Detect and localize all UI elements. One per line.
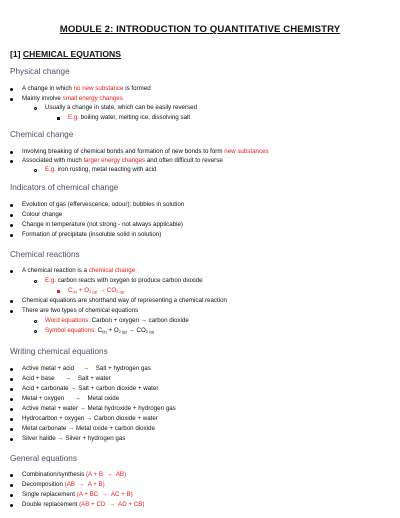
bullet-icon	[10, 428, 13, 431]
list-item	[22, 416, 158, 422]
list-item	[45, 318, 189, 324]
equation: $C_{(s)} + O_{2 (g)} \to CO_{2 (g)}$	[95, 327, 155, 334]
highlight-text: new substances	[224, 148, 269, 155]
bullet-icon	[10, 310, 13, 313]
text: Single replacement	[22, 491, 77, 498]
highlight-text: chemical change	[88, 267, 136, 274]
list-item	[22, 492, 133, 498]
list-item	[22, 482, 105, 488]
highlight-text: small energy changes	[62, 95, 123, 102]
writing-heading: Writing chemical equations	[10, 347, 108, 356]
highlight-text: no new substance	[73, 85, 124, 92]
list-item	[22, 268, 135, 274]
list-item	[45, 278, 203, 284]
equation: (AB → A + B)	[64, 481, 105, 488]
bullet-icon	[10, 398, 13, 401]
list-item	[22, 298, 227, 304]
list-item	[22, 502, 144, 508]
indicators-heading: Indicators of chemical change	[10, 183, 119, 192]
list-item	[22, 202, 184, 208]
bullet-icon	[10, 484, 13, 487]
bullet-icon	[10, 270, 13, 273]
circle-bullet-icon	[34, 330, 37, 333]
text: Metal + oxygen → Metal oxide	[22, 395, 120, 402]
highlight-text: E.g.	[45, 277, 57, 284]
text: Decomposition	[22, 481, 65, 488]
text: Associated with much	[22, 157, 84, 164]
text: Hydrocarbon + oxygen → Carbon dioxide + water	[22, 415, 158, 422]
equation-item	[68, 288, 124, 294]
list-item	[22, 472, 126, 478]
text: Carbon + oxygen → carbon dioxide	[89, 317, 189, 324]
text: Change in temperature (not strong - not always applicable)	[22, 221, 183, 228]
square-bullet-icon	[57, 290, 60, 293]
bullet-icon	[10, 438, 13, 441]
text: Chemical equations are shorthand way of representing a chemical reaction	[22, 297, 227, 304]
circle-bullet-icon	[34, 107, 37, 110]
text: iron rusting, metal reacting with acid	[56, 166, 157, 173]
equation: (A + B → AB)	[85, 471, 127, 478]
bullet-icon	[10, 504, 13, 507]
list-item	[22, 396, 119, 402]
bullet-icon	[10, 378, 13, 381]
bullet-icon	[10, 234, 13, 237]
text: Involving breaking of chemical bonds and formation of new bonds to form	[22, 148, 225, 155]
section-heading	[10, 50, 121, 59]
list-item	[22, 232, 161, 238]
bullet-icon	[10, 88, 13, 91]
text: Double replacement	[22, 501, 80, 508]
list-item	[22, 386, 158, 392]
bullet-icon	[10, 408, 13, 411]
bullet-icon	[10, 418, 13, 421]
bullet-icon	[10, 224, 13, 227]
bullet-icon	[10, 474, 13, 477]
text: Mainly involve	[22, 95, 63, 102]
list-item	[22, 376, 111, 382]
text: There are two types of chemical equations	[22, 307, 139, 314]
text: Active metal + acid → Salt + hydrogen gas	[22, 365, 151, 372]
text: Colour change	[22, 211, 63, 218]
list-item	[45, 328, 154, 334]
text: Active metal + water → Metal hydroxide + hydrogen gas	[22, 405, 176, 412]
highlight-text: E.g.	[68, 114, 80, 121]
equation: (A + BC → AC + B)	[76, 491, 133, 498]
section-name: CHEMICAL EQUATIONS	[22, 49, 121, 59]
text: Acid + carbonate → Salt + carbon dioxide + water	[22, 385, 159, 392]
list-item	[68, 115, 190, 121]
list-item	[22, 212, 62, 218]
highlight-text: E.g.	[45, 166, 57, 173]
equation: $C_{(s)} + O_{2 (g)} \to CO_{2 (g)}$	[68, 287, 125, 294]
document-title: MODULE 2: INTRODUCTION TO QUANTITATIVE CHEMISTRY	[59, 24, 341, 35]
circle-bullet-icon	[34, 280, 37, 283]
list-item	[22, 366, 151, 372]
bullet-icon	[10, 368, 13, 371]
physical-change-heading: Physical change	[10, 67, 70, 76]
text: Silver halide → Silver + hydrogen gas	[22, 435, 126, 442]
equation: (AB + CD → AD + CB)	[79, 501, 145, 508]
list-item	[22, 86, 151, 92]
list-item	[45, 105, 197, 111]
text: Usually a change in state, which can be easily reversed	[45, 104, 198, 111]
text: A change in which	[22, 85, 74, 92]
text: Metal carbonate → Metal oxide + carbon dioxide	[22, 425, 155, 432]
section-number: [1]	[10, 49, 21, 59]
text: carbon reacts with oxygen to produce carbon dioxide	[56, 277, 203, 284]
bullet-icon	[10, 388, 13, 391]
list-item	[22, 308, 138, 314]
bullet-icon	[10, 214, 13, 217]
general-heading: General equations	[10, 454, 77, 463]
text: Acid + base → Salt + water	[22, 375, 111, 382]
bullet-icon	[10, 204, 13, 207]
list-item	[22, 436, 125, 442]
bullet-icon	[10, 160, 13, 163]
bullet-icon	[10, 98, 13, 101]
bullet-icon	[10, 300, 13, 303]
circle-bullet-icon	[34, 320, 37, 323]
list-item	[22, 222, 183, 228]
chemical-change-heading: Chemical change	[10, 130, 74, 139]
text: Combination/synthesis	[22, 471, 86, 478]
highlight-text: Symbol equations:	[45, 327, 96, 334]
text: Evolution of gas (effervescence, odour): bubbles in solution	[22, 201, 185, 208]
circle-bullet-icon	[34, 169, 37, 172]
list-item	[22, 426, 155, 432]
text: A chemical reaction is a	[22, 267, 89, 274]
list-item	[22, 96, 123, 102]
highlight-text: Word equations:	[45, 317, 90, 324]
square-bullet-icon	[57, 117, 60, 120]
text: and often difficult to reverse	[145, 157, 223, 164]
text: is formed	[123, 85, 151, 92]
bullet-icon	[10, 494, 13, 497]
highlight-text: larger energy changes	[83, 157, 146, 164]
text: Formation of precipitate (insoluble solid in solution)	[22, 231, 162, 238]
list-item	[22, 149, 269, 155]
list-item	[45, 167, 156, 173]
list-item	[22, 158, 223, 164]
bullet-icon	[10, 151, 13, 154]
reactions-heading: Chemical reactions	[10, 250, 80, 259]
text: boiling water, melting ice, dissolving salt	[79, 114, 191, 121]
list-item	[22, 406, 176, 412]
